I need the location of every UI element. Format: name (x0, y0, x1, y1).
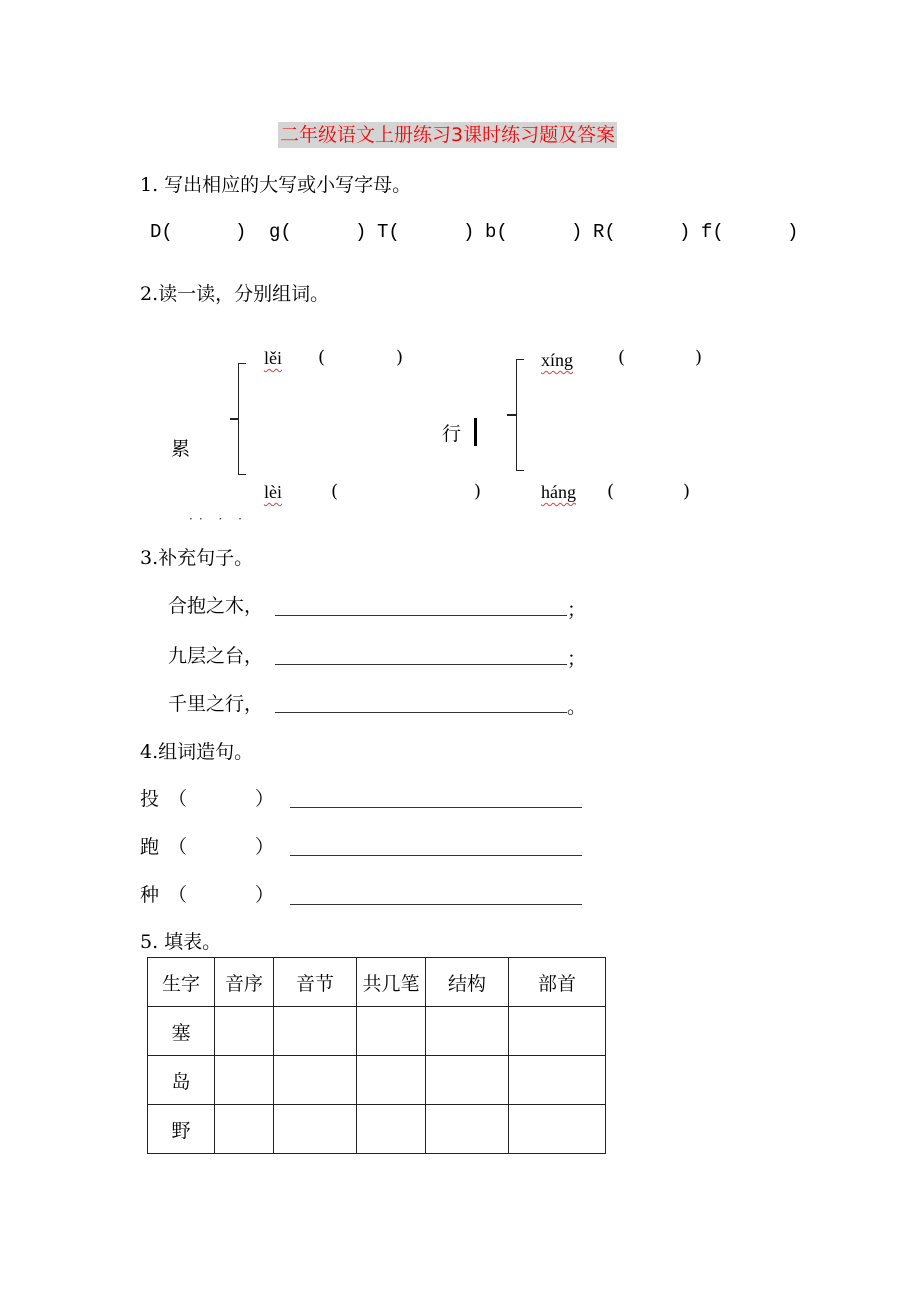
table-cell-char: 野 (148, 1105, 215, 1154)
table-cell[interactable] (274, 1056, 357, 1105)
q1-item: b( (485, 221, 508, 243)
q3-heading: 3.补充句子。 (140, 547, 254, 569)
q3-prefix: 千里之行， (168, 693, 264, 715)
paren-close: ） (255, 788, 275, 810)
paren-open: ( (618, 347, 626, 368)
paren-close: ） (255, 884, 275, 906)
table-header: 部首 (509, 958, 606, 1007)
q3-end: ； (567, 648, 587, 670)
table-cell[interactable] (274, 1105, 357, 1154)
q1-item: g( (269, 221, 292, 243)
paren-open: （ (168, 788, 188, 810)
paren-open: ( (607, 481, 615, 502)
q2-char-lei: 累 (171, 438, 191, 460)
paren-close: ) (396, 347, 404, 368)
table-cell[interactable] (274, 1007, 357, 1056)
table-cell[interactable] (509, 1007, 606, 1056)
brace-right (516, 359, 524, 471)
q4-heading: 4.组词造句。 (140, 741, 254, 763)
q1-heading: 1. 写出相应的大写或小写字母。 (140, 174, 412, 196)
q3-answer-blank[interactable] (275, 712, 567, 713)
table-cell[interactable] (357, 1056, 426, 1105)
q1-item: f( (701, 221, 724, 243)
paren-open: （ (168, 884, 188, 906)
table-header: 生字 (148, 958, 215, 1007)
q4-char: 种 (140, 884, 160, 906)
table-header-row (148, 958, 606, 1007)
paren-close: ） (255, 836, 275, 858)
text-cursor (474, 418, 477, 446)
table-cell[interactable] (215, 1105, 274, 1154)
q4-char: 跑 (140, 836, 160, 858)
table-cell[interactable] (426, 1007, 509, 1056)
table-header: 结构 (426, 958, 509, 1007)
pinyin-hang2: háng (541, 482, 576, 502)
emphasis-dots: ·· · · (189, 512, 248, 526)
brace-right-tick (507, 414, 516, 416)
q1-close: ) (571, 221, 583, 243)
q3-prefix: 合抱之木， (168, 595, 264, 617)
q3-prefix: 九层之台， (168, 645, 264, 667)
table-cell[interactable] (509, 1105, 606, 1154)
table-cell[interactable] (357, 1007, 426, 1056)
table-row (148, 1105, 606, 1154)
q4-sentence-blank[interactable] (290, 807, 582, 808)
pinyin-xing2: xíng (541, 350, 574, 370)
q1-close: ) (787, 221, 799, 243)
pinyin-lei4: lèi (264, 482, 282, 502)
table-cell[interactable] (215, 1056, 274, 1105)
q3-answer-blank[interactable] (275, 664, 567, 665)
character-table (147, 957, 606, 1154)
paren-open: ( (331, 481, 339, 502)
q4-sentence-blank[interactable] (290, 855, 582, 856)
q2-char-xing: 行 (442, 423, 462, 445)
q1-close: ) (235, 221, 247, 243)
pinyin-lei3: lěi (264, 348, 282, 368)
table-cell[interactable] (215, 1007, 274, 1056)
q2-heading: 2.读一读，分别组词。 (140, 283, 330, 305)
table-cell-char: 岛 (148, 1056, 215, 1105)
q1-close: ) (679, 221, 691, 243)
q4-char: 投 (140, 788, 160, 810)
q1-item: T( (377, 221, 400, 243)
q3-end: ； (567, 599, 587, 621)
table-header: 共几笔 (357, 958, 426, 1007)
table-cell[interactable] (426, 1105, 509, 1154)
q5-heading: 5. 填表。 (140, 931, 222, 953)
table-row (148, 1007, 606, 1056)
q1-close: ) (355, 221, 367, 243)
table-header: 音节 (274, 958, 357, 1007)
paren-close: ) (474, 481, 482, 502)
q1-item: D( (150, 221, 173, 243)
paren-close: ) (683, 481, 691, 502)
q4-sentence-blank[interactable] (290, 904, 582, 905)
brace-left-tick (230, 418, 239, 420)
q1-close: ) (463, 221, 475, 243)
paren-open: ( (318, 347, 326, 368)
paren-close: ) (695, 347, 703, 368)
table-header: 音序 (215, 958, 274, 1007)
document-title: 二年级语文上册练习3课时练习题及答案 (280, 124, 616, 146)
q3-end: 。 (567, 696, 587, 718)
table-cell[interactable] (509, 1056, 606, 1105)
table-cell[interactable] (426, 1056, 509, 1105)
q3-answer-blank[interactable] (275, 615, 567, 616)
table-cell[interactable] (357, 1105, 426, 1154)
brace-left (238, 363, 246, 475)
paren-open: （ (168, 836, 188, 858)
table-row (148, 1056, 606, 1105)
table-cell-char: 塞 (148, 1007, 215, 1056)
q1-item: R( (593, 221, 616, 243)
